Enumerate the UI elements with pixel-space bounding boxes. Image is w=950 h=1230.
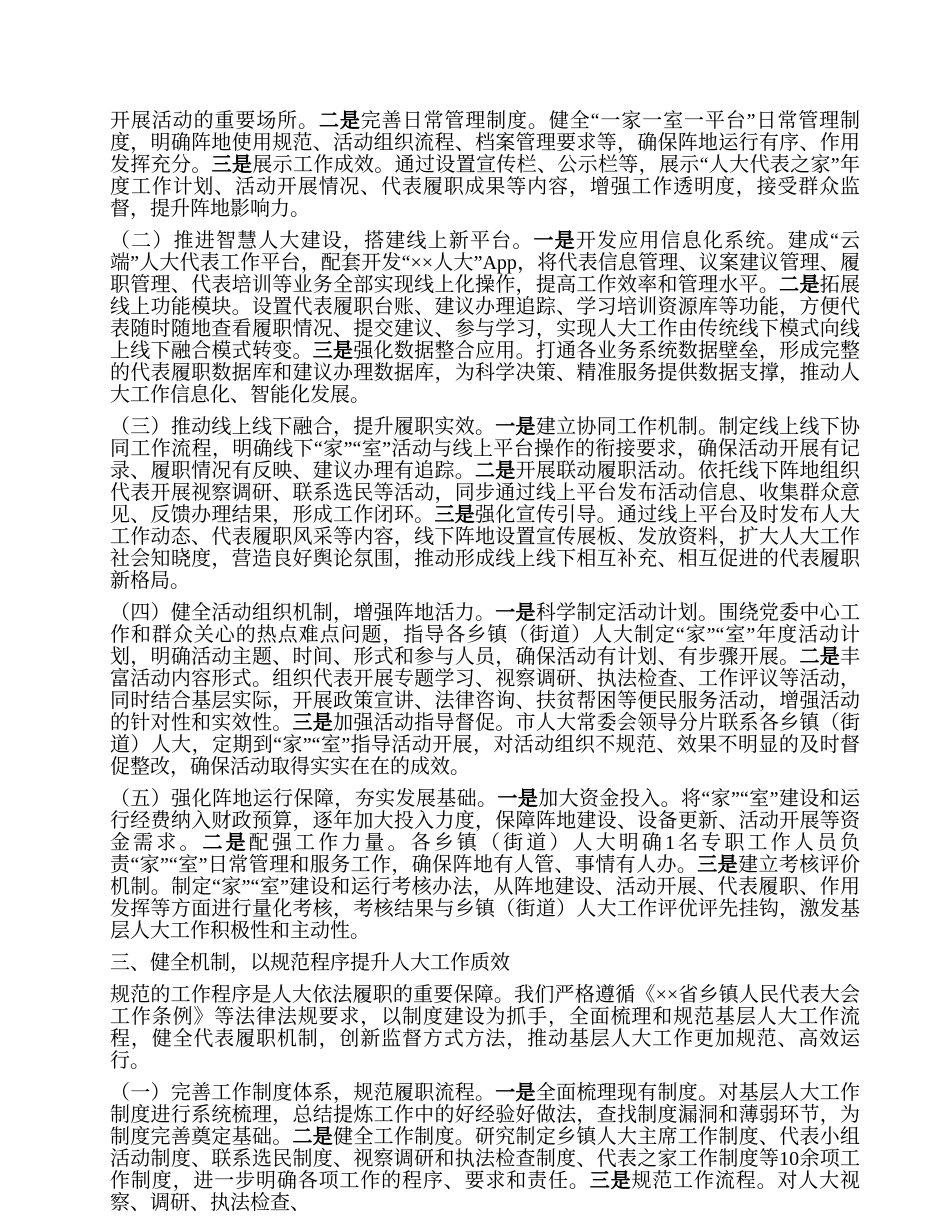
section-heading-part-3: 三、健全机制，以规范程序提升人大工作质效 (110, 952, 510, 974)
paragraph-section-2-smart-platform: （二）推进智慧人大建设，搭建线上新平台。一是开发应用信息化系统。建成“云端”人大代表工作平台，配套开发“××人大”App，将代表信息管理、议案建议管理、履职管理、代表培训等业务全部实现线上化操作，提高工作效率和管理水平。二是拓展线上功能模块。设置代表履职台账、建议办理追踪、学习培训资源库等功能，方便代表随时随地查看履职情况、提交建议、参与学习，实现人大工作由传统线下模式向线上线下融合模式转变。三是强化数据整合应用。打通各业务系统数据壁垒，形成完整的代表履职数据库和建议办理数据库，为科学决策、精准服务提供数据支撑，推动人大工作信息化、智能化发展。 (110, 230, 861, 406)
paragraph-part-3-section-1-institutions: （一）完善工作制度体系，规范履职流程。一是全面梳理现有制度。对基层人大工作制度进行系统梳理，总结提炼工作中的好经验好做法，查找制度漏洞和薄弱环节，为制度完善奠定基础。二是健全工作制度。研究制定乡镇人大主席工作制度、代表小组活动制度、联系选民制度、视察调研和执法检查制度、代表之家工作制度等10余项工作制度，进一步明确各项工作的程序、要求和责任。三是规范工作流程。对人大视察、调研、执法检查、 (110, 1082, 861, 1214)
paragraph-section-4-activity-mechanism: （四）健全活动组织机制，增强阵地活力。一是科学制定活动计划。围绕党委中心工作和群众关心的热点难点问题，指导各乡镇（街道）人大制定“家”“室”年度活动计划，明确活动主题、时间、形式和参与人员，确保活动有计划、有步骤开展。二是丰富活动内容形式。组织代表开展专题学习、视察调研、执法检查、工作评议等活动，同时结合基层实际，开展政策宣讲、法律咨询、扶贫帮困等便民服务活动，增强活动的针对性和实效性。三是加强活动指导督促。市人大常委会领导分片联系各乡镇（街道）人大，定期到“家”“室”指导活动开展，对活动组织不规范、效果不明显的及时督促整改，确保活动取得实实在在的成效。 (110, 602, 861, 778)
paragraph-section-3-online-offline: （三）推动线上线下融合，提升履职实效。一是建立协同工作机制。制定线上线下协同工作流程，明确线下“家”“室”活动与线上平台操作的衔接要求，确保活动开展有记录、履职情况有反映、建议办理有追踪。二是开展联动履职活动。依托线下阵地组织代表开展视察调研、联系选民等活动，同步通过线上平台发布活动信息、收集群众意见、反馈办理结果，形成工作闭环。三是强化宣传引导。通过线上平台及时发布人大工作动态、代表履职风采等内容，线下阵地设置宣传展板、发放资料，扩大人大工作社会知晓度，营造良好舆论氛围，推动形成线上线下相互补充、相互促进的代表履职新格局。 (110, 416, 861, 592)
paragraph-part-3-intro: 规范的工作程序是人大依法履职的重要保障。我们严格遵循《××省乡镇人民代表大会工作条例》等法律法规要求，以制度建设为抓手，全面梳理和规范基层人大工作流程，健全代表履职机制，创新监督方式方法，推动基层人大工作更加规范、高效运行。 (110, 984, 860, 1072)
paragraph-continuation: 开展活动的重要场所。二是完善日常管理制度。健全“一家一室一平台”日常管理制度，明确阵地使用规范、活动组织流程、档案管理要求等，确保阵地运行有序、作用发挥充分。三是展示工作成效。通过设置宣传栏、公示栏等，展示“人大代表之家”年度工作计划、活动开展情况、代表履职成果等内容，增强工作透明度，接受群众监督，提升阵地影响力。 (110, 110, 861, 220)
document-text-block (110, 110, 860, 1224)
paragraph-section-5-support: （五）强化阵地运行保障，夯实发展基础。一是加大资金投入。将“家”“室”建设和运行经费纳入财政预算，逐年加大投入力度，保障阵地建设、设备更新、活动开展等资金需求。二是配强工作力量。各乡镇（街道）人大明确1名专职工作人员负责“家”“室”日常管理和服务工作，确保阵地有人管、事情有人办。三是建立考核评价机制。制定“家”“室”建设和运行考核办法，从阵地建设、活动开展、代表履职、作用发挥等方面进行量化考核，考核结果与乡镇（街道）人大工作评优评先挂钩，激发基层人大工作积极性和主动性。 (110, 788, 861, 942)
